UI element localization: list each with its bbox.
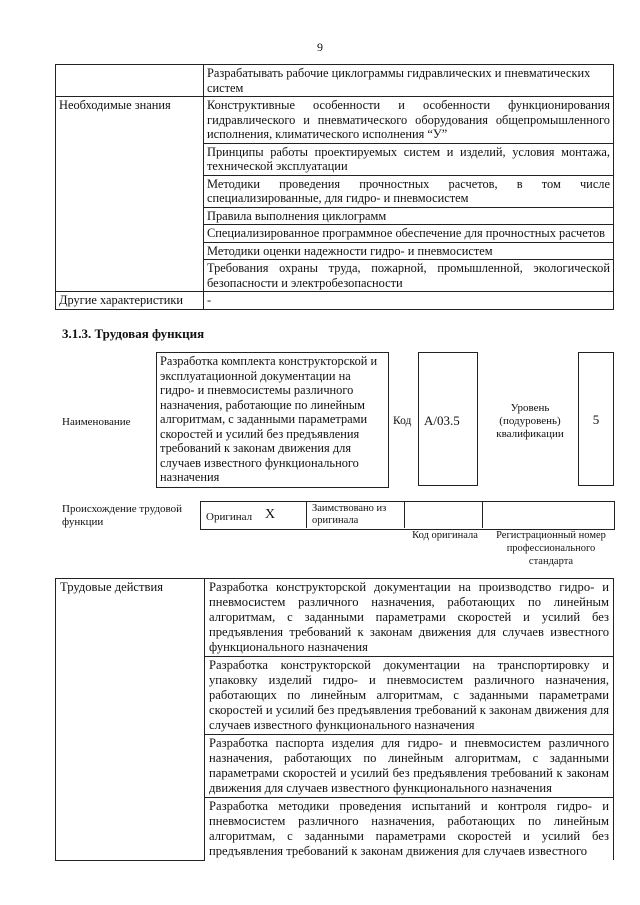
- skills-knowledge-table: [55, 64, 614, 310]
- original-label: Оригинал: [206, 511, 253, 523]
- knowledge-label: Необходимые знания: [56, 97, 204, 292]
- knowledge-item: Принципы работы проектируемых систем и изделий, условия монтажа, технической эксплуатации: [204, 143, 614, 175]
- labor-actions-table: [55, 578, 614, 861]
- origin-box: [200, 501, 615, 530]
- action-item: Разработка конструкторской документации на производство гидро- и пневмосистем различного назначения, работающих по линейным алгоритмам, с заданными параметрами скоростей и усилий без предъявления требований к законам движения для случаев известного функционального назначения: [205, 579, 614, 657]
- other-characteristics-value: -: [204, 292, 614, 310]
- knowledge-item: Методики проведения прочностных расчетов, в том числе специализированные, для гидро- и пневмосистем: [204, 175, 614, 207]
- divider: [482, 501, 483, 528]
- code-label: Код: [393, 415, 412, 427]
- other-characteristics-label: Другие характеристики: [56, 292, 204, 310]
- page-number: 9: [317, 40, 323, 54]
- knowledge-item: Конструктивные особенности и особенности функционирования гидравлического и пневматического оборудования общепромышленного исполнения, климатического исполнения “У”: [204, 97, 614, 144]
- knowledge-item: Методики оценки надежности гидро- и пневмосистем: [204, 242, 614, 260]
- code-original-label: Код оригинала: [412, 530, 478, 541]
- borrowed-label: Заимствовано из оригинала: [312, 503, 387, 526]
- knowledge-item: Требования охраны труда, пожарной, промышленной, экологической безопасности и электробезопасности: [204, 260, 614, 292]
- reg-number-label: Регистрационный номер профессионального стандарта: [496, 530, 606, 567]
- original-mark: X: [265, 507, 276, 522]
- code-value: A/03.5: [424, 413, 460, 428]
- level-label: Уровень (подуровень) квалификации: [496, 402, 564, 440]
- actions-label: Трудовые действия: [56, 579, 205, 861]
- divider: [306, 501, 307, 528]
- action-item: Разработка паспорта изделия для гидро- и пневмосистем различного назначения, работающих по линейным алгоритмам, с заданными параметрами скоростей и усилий без предъявления требований к законам движения для случаев известного функционального назначения: [205, 735, 614, 798]
- knowledge-item: Правила выполнения циклограмм: [204, 207, 614, 225]
- name-label: Наименование: [62, 416, 131, 428]
- action-item: Разработка методики проведения испытаний и контроля гидро- и пневмосистем различного назначения, работающих по линейным алгоритмам, с заданными параметрами скоростей и усилий без предъявления требований к законам движения для случаев известного: [205, 798, 614, 861]
- origin-label: Происхождение трудовой функции: [62, 503, 183, 528]
- function-name-box: Разработка комплекта конструкторской и эксплуатационной документации на гидро- и пневмосистемы различного назначения, работающие по линейным алгоритмам, с заданными параметрами скоростей и усилий без предъявления требований к законам движения для случаев известного функционального назначения: [156, 352, 389, 488]
- level-value: 5: [592, 412, 600, 427]
- action-item: Разработка конструкторской документации на транспортировку и упаковку изделий гидро- и пневмосистем различного назначения, работающих по линейным алгоритмам, с заданными параметрами скоростей и усилий без предъявления требований к законам движения для случаев известного функционального назначения: [205, 657, 614, 735]
- knowledge-item: Специализированное программное обеспечение для прочностных расчетов: [204, 225, 614, 243]
- divider: [404, 501, 405, 528]
- skill-row: Разрабатывать рабочие циклограммы гидравлических и пневматических систем: [204, 65, 614, 97]
- section-title: 3.1.3. Трудовая функция: [62, 326, 205, 341]
- empty-label-cell: [56, 65, 204, 97]
